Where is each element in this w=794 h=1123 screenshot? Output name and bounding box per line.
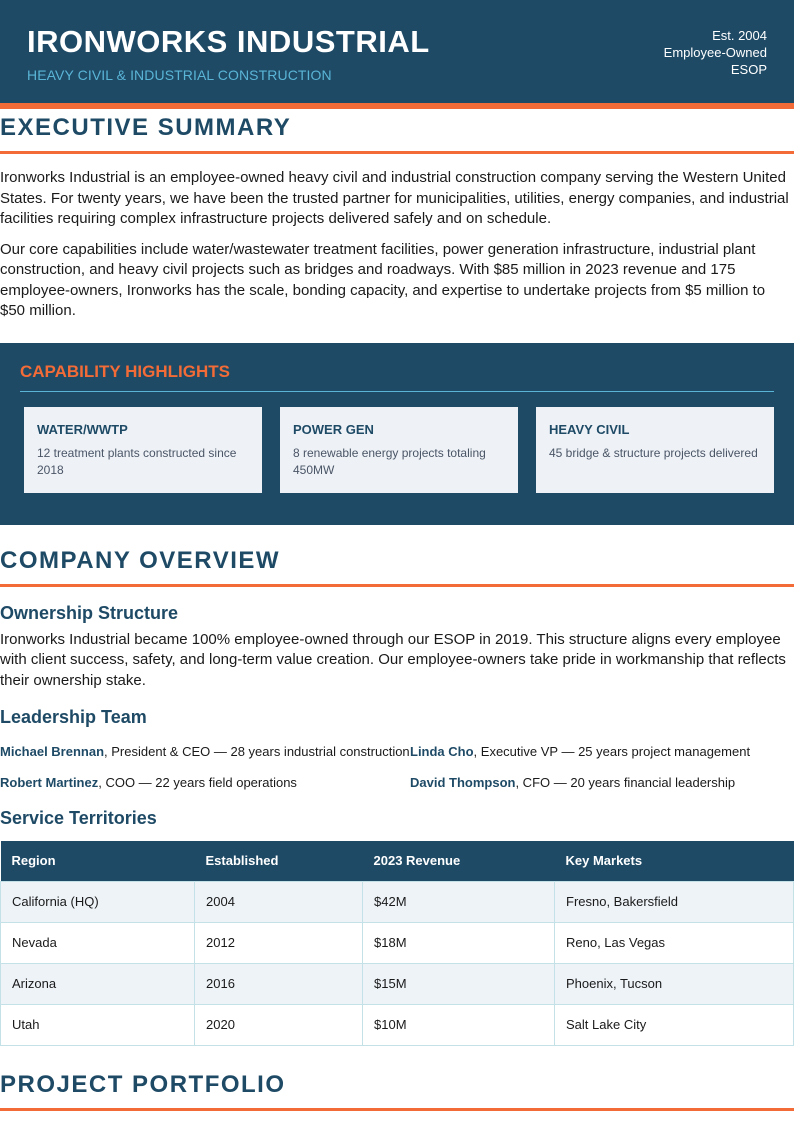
ownership-label: Employee-Owned (663, 45, 767, 60)
project-portfolio-section (0, 1066, 794, 1111)
leader-name: Linda Cho (410, 744, 474, 759)
table-row (1, 1004, 794, 1045)
leadership-list (0, 742, 794, 792)
cell-region: California (HQ) (1, 881, 195, 922)
company-overview-section (0, 542, 794, 1046)
leadership-team-title: Leadership Team (0, 707, 147, 727)
service-territories-title: Service Territories (0, 808, 157, 828)
card-title: HEAVY CIVIL (549, 421, 630, 437)
leader-role: , Executive VP — 25 years project management (473, 744, 751, 759)
leader-role: , CFO — 20 years financial leadership (515, 775, 736, 790)
esop-label: ESOP (730, 62, 767, 77)
leader-role: , COO — 22 years field operations (98, 775, 297, 790)
cell-region: Arizona (1, 963, 195, 1004)
capability-highlights-title: CAPABILITY HIGHLIGHTS (20, 362, 774, 392)
capability-highlights-panel (0, 343, 794, 525)
cell-region: Utah (1, 1004, 195, 1045)
card-text: 12 treatment plants constructed since 2018 (37, 445, 237, 477)
cell-established: 2004 (195, 881, 363, 922)
leader-item (0, 742, 410, 761)
table-row (1, 963, 794, 1004)
cell-key-markets: Phoenix, Tucson (555, 963, 794, 1004)
executive-summary-paragraph: Our core capabilities include water/wastewater treatment facilities, power generation infrastructure, industrial plant construction, and heavy civil projects such as bridges and roadways. With $85 million in 2023 revenue and 175 employee-owners, Ironworks has the scale, bonding capacity, and expertise to undertake projects from $5 million to $50 million. (0, 240, 766, 319)
header-meta (664, 27, 767, 78)
card-title: WATER/WWTP (37, 421, 128, 437)
cell-key-markets: Reno, Las Vegas (555, 922, 794, 963)
capability-card-water (24, 407, 262, 493)
company-tagline: HEAVY CIVIL & INDUSTRIAL CONSTRUCTION (27, 67, 332, 83)
card-title: POWER GEN (293, 421, 374, 437)
cell-key-markets: Fresno, Bakersfield (555, 881, 794, 922)
capability-card-power (280, 407, 518, 493)
leader-name: Robert Martinez (0, 775, 99, 790)
capability-cards (20, 407, 774, 493)
cell-established: 2016 (195, 963, 363, 1004)
column-header-established: Established (195, 841, 363, 881)
leader-name: David Thompson (410, 775, 516, 790)
table-row (1, 881, 794, 922)
capability-card-civil (536, 407, 774, 493)
cell-established: 2020 (195, 1004, 363, 1045)
leader-item (0, 773, 410, 792)
column-header-revenue: 2023 Revenue (363, 841, 555, 881)
executive-summary-section (0, 109, 794, 322)
ownership-structure-text: Ironworks Industrial became 100% employee-owned through our ESOP in 2019. This structure aligns every employee with client success, safety, and long-term value creation. Our employee-owners take pride in workmanship that reflects their ownership stake. (0, 630, 786, 689)
table-row (1, 922, 794, 963)
cell-key-markets: Salt Lake City (555, 1004, 794, 1045)
page-header (0, 0, 794, 109)
leader-item (410, 742, 794, 761)
cell-region: Nevada (1, 922, 195, 963)
company-name: IRONWORKS INDUSTRIAL (27, 24, 430, 59)
leader-item (410, 773, 794, 792)
table-header-row (1, 841, 794, 881)
leader-role: , President & CEO — 28 years industrial construction (104, 744, 410, 759)
project-portfolio-title: PROJECT PORTFOLIO (0, 1066, 794, 1111)
column-header-region: Region (1, 841, 195, 881)
established-label: Est. 2004 (712, 28, 767, 43)
cell-revenue: $42M (363, 881, 555, 922)
cell-revenue: $18M (363, 922, 555, 963)
column-header-key-markets: Key Markets (555, 841, 794, 881)
cell-revenue: $15M (363, 963, 555, 1004)
executive-summary-paragraph: Ironworks Industrial is an employee-owned heavy civil and industrial construction company serving the Western United States. For twenty years, we have been the trusted partner for municipalities, utilities, energy companies, and industrial facilities requiring complex infrastructure projects delivered safely and on schedule. (0, 169, 789, 227)
card-text: 45 bridge & structure projects delivered (549, 445, 758, 460)
company-overview-title: COMPANY OVERVIEW (0, 542, 794, 587)
card-text: 8 renewable energy projects totaling 450MW (293, 445, 486, 477)
service-territories-table (0, 841, 794, 1046)
cell-established: 2012 (195, 922, 363, 963)
cell-revenue: $10M (363, 1004, 555, 1045)
executive-summary-title: EXECUTIVE SUMMARY (0, 109, 794, 154)
ownership-structure-title: Ownership Structure (0, 602, 179, 623)
leader-name: Michael Brennan (0, 744, 105, 759)
